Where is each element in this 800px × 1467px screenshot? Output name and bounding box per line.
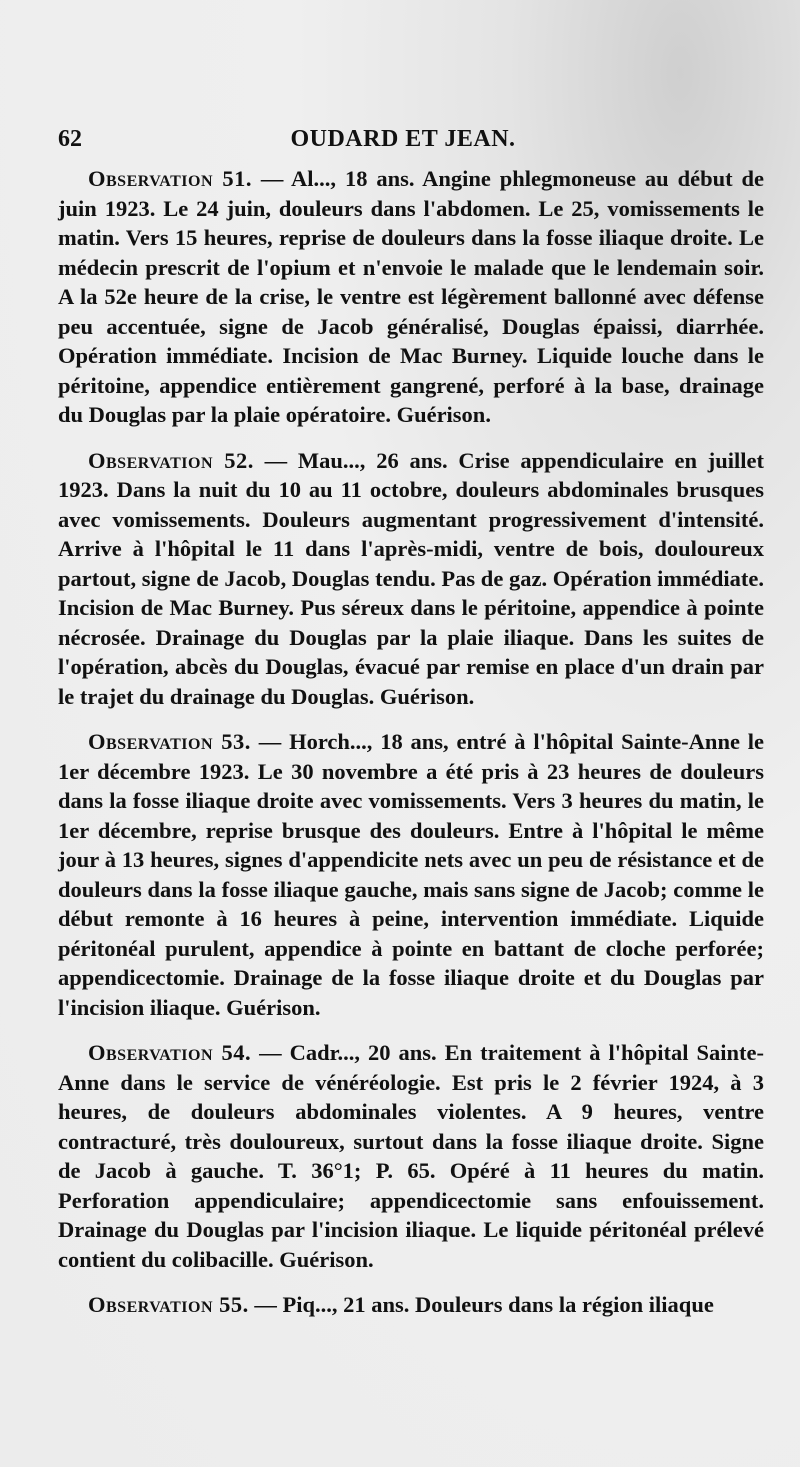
- observation-label: Observation 53.: [88, 729, 251, 754]
- observation-text: — Piq..., 21 ans. Douleurs dans la région iliaque: [248, 1292, 714, 1317]
- observation-51: [58, 164, 764, 430]
- body-text: [58, 164, 764, 1336]
- observation-52: [58, 446, 764, 712]
- observation-text: — Al..., 18 ans. Angine phlegmoneuse au début de juin 1923. Le 24 juin, douleurs dans l'abdomen. Le 25, vomissements le matin. Vers 15 heures, reprise de douleurs dans la fosse iliaque droite. Le médecin prescrit de l'opium et n'envoie le malade que le lendemain soir. A la 52e heure de la crise, le ventre est légèrement ballonné avec défense peu accentuée, signe de Jacob généralisé, Douglas épaissi, diarrhée. Opération immédiate. Incision de Mac Burney. Liquide louche dans le péritoine, appendice entièrement gangrené, perforé à la base, drainage du Douglas par la plaie opératoire. Guérison.: [58, 166, 764, 427]
- observation-53: [58, 727, 764, 1022]
- observation-label: Observation 54.: [88, 1040, 252, 1065]
- observation-54: [58, 1038, 764, 1274]
- running-title: OUDARD ET JEAN.: [290, 126, 516, 152]
- observation-label: Observation 55.: [88, 1292, 249, 1317]
- page-header: [58, 120, 748, 160]
- page-number: 62: [58, 126, 82, 152]
- observation-label: Observation 52.: [88, 447, 254, 473]
- observation-55: [58, 1290, 764, 1320]
- observation-label: Observation 51.: [88, 166, 253, 191]
- observation-text: — Cadr..., 20 ans. En traitement à l'hôpital Sainte-Anne dans le service de vénéréologie. Est pris le 2 février 1924, à 3 heures, de douleurs abdominales violentes. A 9 heures, ventre contracturé, très douloureux, surtout dans la fosse iliaque droite. Signe de Jacob à gauche. T. 36°1; P. 65. Opéré à 11 heures du matin. Perforation appendiculaire; appendicectomie sans enfouissement. Drainage du Douglas par l'incision iliaque. Le liquide péritonéal prélevé contient du colibacille. Guérison.: [58, 1040, 764, 1272]
- observation-text: — Mau..., 26 ans. Crise appendiculaire en juillet 1923. Dans la nuit du 10 au 11 octobre, douleurs abdominales brusques avec vomissements. Douleurs augmentant progressivement d'intensité. Arrive à l'hôpital le 11 dans l'après-midi, ventre de bois, douloureux partout, signe de Jacob, Douglas tendu. Pas de gaz. Opération immédiate. Incision de Mac Burney. Pus séreux dans le péritoine, appendice à pointe nécrosée. Drainage du Douglas par la plaie iliaque. Dans les suites de l'opération, abcès du Douglas, évacué par remise en place d'un drain par le trajet du drainage du Douglas. Guérison.: [58, 447, 764, 709]
- observation-text: — Horch..., 18 ans, entré à l'hôpital Sainte-Anne le 1er décembre 1923. Le 30 novembre a été pris à 23 heures de douleurs dans la fosse iliaque droite avec vomissements. Vers 3 heures du matin, le 1er décembre, reprise brusque des douleurs. Entre à l'hôpital le même jour à 13 heures, signes d'appendicite nets avec un peu de résistance et de douleurs dans la fosse iliaque gauche, mais sans signe de Jacob; comme le début remonte à 16 heures à peine, intervention immédiate. Liquide péritonéal purulent, appendice à pointe en battant de cloche perforée; appendicectomie. Drainage de la fosse iliaque droite et du Douglas par l'incision iliaque. Guérison.: [58, 729, 764, 1020]
